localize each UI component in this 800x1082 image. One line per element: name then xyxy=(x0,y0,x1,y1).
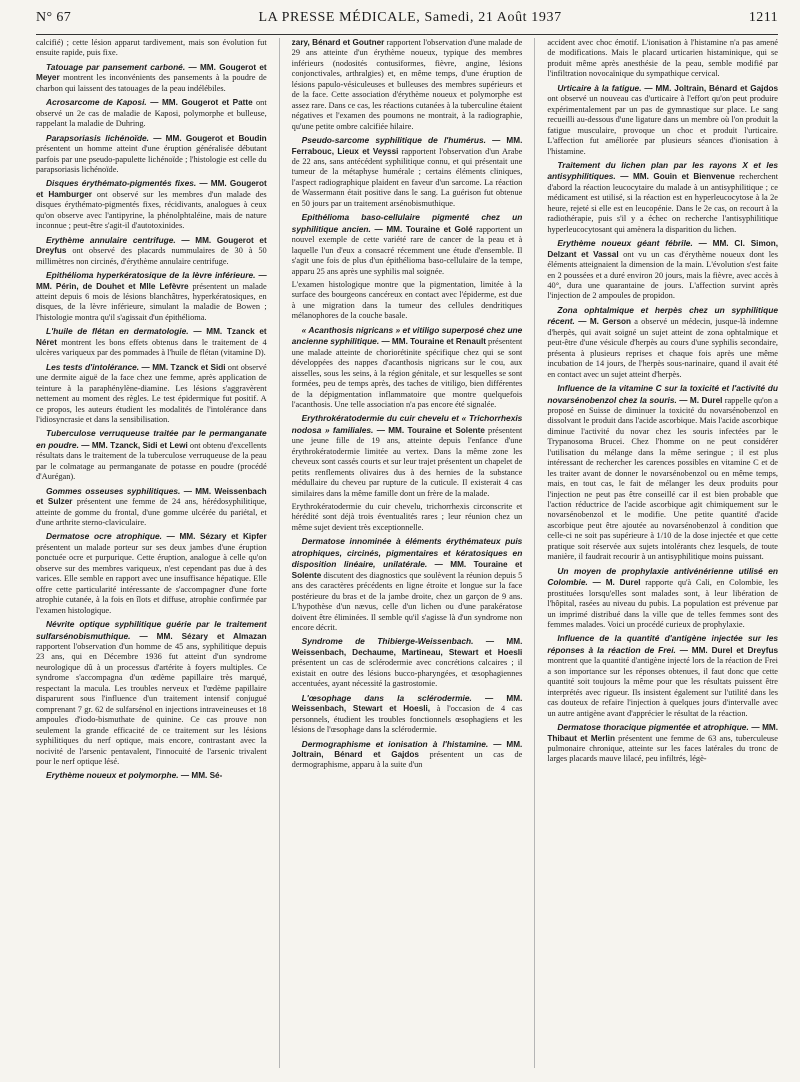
paragraph xyxy=(547,83,778,157)
entry-authors: — MM. Tzanck et Néret xyxy=(36,327,267,347)
entry-title: « Acanthosis nigricans » et vitiligo superposé chez une ancienne syphilitique. xyxy=(291,324,523,347)
entry-title: Dermatose thoracique pigmentée et atrophique. xyxy=(557,722,749,733)
paragraph xyxy=(36,770,267,781)
paragraph xyxy=(292,739,523,771)
paragraph xyxy=(36,619,267,767)
entry-body: accident avec choc émotif. L'ionisation à l'histamine n'a pas amené de modifications. Mais le placard urticarien histaminique, qui se produit même après anesthésie de la peau, semble modifié par l'infiltration novocaïnique du sympathique cervical. xyxy=(547,38,778,79)
entry-body: a observé un médecin, jusque-là indemne d'herpès, qui avait soigné un sujet atteint de zona ophtalmique et peut-être d'une vésicule d'herpès au cours d'une syphilis secondaire, présenta à plusieurs reprises et chaque fois après une même incubation de 14 jours, de l'herpès sous-narinaire, quand il avait été en contact avec un sujet atteint d'herpès. xyxy=(547,317,778,379)
entry-title: Pseudo-sarcome syphilitique de l'humérus. xyxy=(301,135,486,146)
journal-title: LA PRESSE MÉDICALE, Samedi, 21 Août 1937 xyxy=(258,10,562,25)
entry-authors: — M. Durel xyxy=(676,395,723,405)
entry-authors: — MM. Touraine et Golé xyxy=(370,224,473,234)
entry-authors: — MM. Sé- xyxy=(178,771,223,781)
entry-body: ont observé un 2e cas de maladie de Kaposi, polymorphe et bulleuse, rappelant la maladie de Duhring. xyxy=(36,98,267,129)
paragraph xyxy=(36,133,267,176)
entry-title: Gommes osseuses syphilitiques. xyxy=(46,485,181,496)
column-divider xyxy=(534,38,535,1068)
paragraph xyxy=(547,383,778,563)
entry-body: ont observé un nouveau cas d'urticaire à l'effort qu'on peut produire expérimentalement par un pas de gymnastique sur place. Le sang recueilli au-dessous d'une ligature dans un membre où l'on produit la fatigue musculaire, provoque un choc et produit l'urticaire. L'affection fut améliorée par plusieurs séances d'ionisation à l'histamine. xyxy=(547,94,778,156)
entry-title: Dermographisme et ionisation à l'histamine. xyxy=(301,738,489,749)
entry-body: montrent les inconvénients des pansements à la poudre de charbon qui laissent des tatouages de la peau indélébiles. xyxy=(36,73,267,93)
entry-title: Traitement du lichen plan par les rayons X et les antisyphilitiques. xyxy=(547,159,778,182)
paragraph xyxy=(547,566,778,631)
paragraph xyxy=(547,633,778,719)
paragraph xyxy=(36,97,267,129)
entry-body: rapportent l'observation d'une malade de 29 ans atteinte d'un érythème noueux, typique des membres inférieurs (nodosités contusiformes, fièvre, angine, lésions conjonctivales, arthralgies) et, en même temps, d'une éruption de lésions papulo-vésiculeuses et bulleuses des membres supérieurs et de la face. Cette association d'érythème noueux et polymorphe est assez rare. Dans ce cas, les réactions cutanées à la tuberculine étaient négatives et l'examen des poumons ne montrait, à la radiographie, qu'une petite ombre calcifiée hilaire. xyxy=(291,38,523,131)
entry-title: Erythème noueux et polymorphe. xyxy=(46,770,179,781)
entry-authors: — MM. Touraine et Renault xyxy=(379,337,486,347)
entry-body: recherchent d'abord la réaction leucocytaire du malade à un antisyphilitique ; ce médicament est utilisé, si la réaction est en hyperleucocytose à la 2e heure, rejeté si elle est en leucopénie. Dans le 2e cas, on recourt à la radiothérapie, puis s'il y a échec on recherche l'antisyphilitique hyperleucocytosant qui amènera la disparition du lichen. xyxy=(547,172,778,234)
entry-body: rappelle qu'on a proposé en Suisse de diminuer la toxicité du novarsénobenzol en dissolvant le produit dans l'acide ascorbique. Mais l'acide ascorbique diminue l'activité du novar chez les souris infectées par le Trypanosoma Brucei. Chez l'homme on ne peut considérer l'utilisation du mélange dans la même seringue ; il est plus intéressant de rechercher les carences possibles en vitamine C et de les traiter avant de donner le novarsénobenzol ou en même temps, mais, en tout cas, le fait de mélanger les deux produits pour l'injection ne peut pas être conseillé car il est bien probable que l'action réductrice de l'acide ascorbique agit chimiquement sur le novarsénobenzol et le modifie. Une petite quantité d'acide ascorbique peut être ajoutée au novarsénobenzol à condition que celle-ci ne soit pas supérieure à 1/10 de la dose injectée et que cette pratique soit réservée aux sujets intolérants chez lesquels, de toute manière, il faudrait recourir à un antisyphilitique moins puissant. xyxy=(547,395,778,562)
paragraph xyxy=(547,238,778,302)
entry-body: ont observé sur les membres d'un malade des disques érythémato-pigmentés fixes, récidivants, analogues à ceux qu'on observe avec l'antipyrine, la phénolphtaléine, mais de nature inconnue ; peut-être s'agit-il d'autotoxinides. xyxy=(36,189,267,231)
entry-authors: — MM. Gougerot et Meyer xyxy=(36,62,267,83)
entry-body: présentent un cas de sclérodermie avec concrétions calcaires ; il existait en outre des lésions bucco-pharyngées, et œsophagiennes accentuées, ayant nécessité la gastrostomie. xyxy=(291,658,523,689)
entry-authors: — MM. Gougerot et Patte xyxy=(146,98,253,108)
paragraph xyxy=(292,38,523,132)
entry-body: discutent des diagnostics que soulèvent la réunion depuis 5 ans des caractères précédents en ligne étroite et longue sur la face postérieure du bras et de la jambe droite, chez un garçon de 9 ans. L'hypothèse d'un nævus, celle d'un lichen ou d'une parakératose doivent être éliminées. Il semble qu'il s'agisse là d'un syndrome non encore décrit. xyxy=(291,570,523,633)
issue-number: N° 67 xyxy=(36,10,72,25)
entry-title: L'huile de flétan en dermatologie. xyxy=(46,326,189,337)
entry-body: L'examen histologique montre que la pigmentation, limitée à la surface des bourgeons cancéreux en contact avec l'épiderme, est due à une migration dans la tumeur des cellules dendritiques mélanophores de la couche basale. xyxy=(291,279,523,321)
paragraph xyxy=(36,326,267,358)
paragraph xyxy=(292,693,523,736)
entry-body: présentent une malade atteinte de choriorétinite spécifique chez qui se sont développées des nappes d'acanthosis nigricans sur le cou, aux aisselles, sous les seins, à la région génitale, et sur lesquelles se sont formées, peu de temps après, des taches de vitiligo, bien différentes de la dépigmentation inflammatoire que montre quelquefois l'acanthosis. Une telle association n'a pas encore été signalée. xyxy=(291,337,523,409)
entry-authors: — M. Gerson xyxy=(574,317,631,327)
entry-authors: — MM. Joltrain, Bénard et Gajdos xyxy=(291,739,523,759)
column-divider xyxy=(279,38,280,1068)
entry-title: Tuberculose verruqueuse traitée par le permanganate en poudre. xyxy=(36,428,267,450)
paragraph xyxy=(36,178,267,231)
paragraph xyxy=(36,235,267,267)
paragraph xyxy=(547,38,778,80)
entry-authors: — MM. Périn, de Douhet et Mlle Lefèvre xyxy=(36,271,267,291)
entry-body: montrent les bons effets obtenus dans le traitement de 4 ulcères variqueux par des pommades à l'huile de flétan (vitamine D). xyxy=(36,337,267,358)
paragraph xyxy=(292,135,523,209)
entry-title: L'œsophage dans la sclérodermie. xyxy=(301,692,472,703)
paragraph xyxy=(36,38,267,59)
paragraph xyxy=(36,362,267,426)
entry-authors: — MM. Gougerot et Boudin xyxy=(148,133,267,143)
entry-authors: — MM. Tzanck, Sidi et Lewi xyxy=(78,440,188,450)
entry-body: présentent un homme atteint d'une éruption généralisée débutant parfois par une pseudo-papulette lichénoïde ; l'histologie est celle du parapsoriasis lichénoïde. xyxy=(36,144,267,174)
entry-title: Syndrome de Thibierge-Weissenbach. xyxy=(301,636,474,647)
article-columns xyxy=(36,38,778,1068)
paragraph xyxy=(292,212,523,277)
entry-title: Les tests d'intolérance. xyxy=(46,361,140,372)
entry-body: ont obtenu d'excellents résultats dans le traitement de la tuberculose verruqueuse de la peau par le colmatage au permanganate de potasse en poudre (procédé d'Aurégan). xyxy=(36,440,267,482)
paragraph xyxy=(292,280,523,322)
entry-authors: — MM. Thibaut et Merlin xyxy=(547,723,778,743)
paragraph xyxy=(292,536,523,633)
entry-title: Influence de la vitamine C sur la toxicité et l'activité du novarsénobenzol chez la souris. xyxy=(547,383,778,405)
entry-body: rapporte qu'à Cali, en Colombie, les prostituées lorsqu'elles sont malades sont, à leur libération de l'hôpital, rasées au niveau du pubis. La population est prévenue par un imprimé distribué dans la ville que de telles femmes sont des femmes malades. Voici un procédé curieux de prophylaxie. xyxy=(547,578,778,630)
entry-title: Influence de la quantité d'antigène injectée sur les réponses à la réaction de Frei. xyxy=(547,633,778,655)
entry-body: Erythrokératodermie du cuir chevelu, trichorrhexis circonscrite et hérédité sont déjà trois éventualités rares ; leur réunion chez un même sujet devient très exceptionnelle. xyxy=(291,502,523,532)
entry-title: Zona ophtalmique et herpès chez un syphilitique récent. xyxy=(547,304,778,327)
entry-body: présentent un malade porteur sur ses deux jambes d'une éruption ponctuée ocre et purpurique. Cette éruption, analogue à celle qu'on observe sur des membres variqueux, n'est cependant pas due à des varices. Elle semble en rapport avec une insuffisance hépatique. Elle offre cette particularité intéressante de s'accompagner d'une forte atrophie cutanée, à la fois en îlots et diffuse, atrophie confirmée par l'examen histologique. xyxy=(36,542,267,615)
entry-body: rapportent un nouvel exemple de cette variété rare de cancer de la peau et à laquelle l'un d'eux a consacré récemment une étude d'ensemble. Il s'agit une fois de plus d'un épithélioma baso-cellulaire de la tempe, apparu 25 ans après une syphilis mal soignée. xyxy=(291,224,523,276)
entry-authors: — MM. Cl. Simon, Delzant et Vassal xyxy=(547,239,778,259)
entry-title: Epithélioma baso-cellulaire pigmenté chez un syphilitique ancien. xyxy=(291,212,523,234)
entry-title: Erythème annulaire centrifuge. xyxy=(46,234,176,245)
entry-body: ont observé une dermite aiguë de la face chez une femme, après application de teinture à la paraphénylène-diamine. Les lésions s'aggravèrent nettement au moment des règles. Le test épidermique fut positif. A ce propos, les auteurs étudient les modalités de l'intolérance dans l'idiosyncrasie et dans la sensibilisation. xyxy=(36,362,267,424)
entry-body: présentent un cas de dermographisme, apparu à la suite d'un xyxy=(291,750,523,770)
entry-authors: — MM. Tzanck et Sidi xyxy=(139,362,226,372)
entry-authors: — MM. Gouin et Bienvenue xyxy=(615,172,735,182)
paragraph xyxy=(36,270,267,323)
entry-title: Disques érythémato-pigmentés fixes. xyxy=(46,178,197,189)
entry-authors: — MM. Ferrabouc, Lieux et Veyssi xyxy=(291,136,523,156)
entry-body: ont observé des placards nummulaires de 30 à 50 millimètres non circinés, d'érythème annulaire centrifuge. xyxy=(36,246,267,266)
entry-title: Dermatose ocre atrophique. xyxy=(46,531,162,542)
entry-authors: — MM. Weissenbach et Sulzer xyxy=(36,486,267,507)
paragraph xyxy=(36,486,267,529)
paragraph xyxy=(292,636,523,689)
paragraph xyxy=(547,305,778,380)
entry-body: rapportent l'observation d'un Arabe de 22 ans, sans antécédent syphilitique connu, et qui présentait une tumeur de la métaphyse humérale ; certains éléments cliniques, l'aspect radiographique plaident en faveur d'un sarcome. La réaction de Wassermann était positive dans le sang. La guérison fut obtenue en 50 jours par un traitement arsénobismuthique. xyxy=(291,146,523,208)
entry-authors: — MM. Weissenbach, Stewart et Hoesli, xyxy=(291,693,523,714)
entry-title: Tatouage par pansement carboné. xyxy=(46,61,186,72)
entry-authors: — MM. Joltrain, Bénard et Gajdos xyxy=(641,83,778,93)
paragraph xyxy=(36,531,267,616)
paragraph xyxy=(547,160,778,235)
entry-body: à l'occasion de 4 cas personnels, étudient les troubles fonctionnels œsophagiens et les lésions de l'œsophage dans la sclérodermie. xyxy=(291,704,523,735)
entry-authors: zary, Bénard et Goutner xyxy=(291,38,385,47)
entry-authors: — MM. Sézary et Almazan xyxy=(130,631,267,641)
column-right xyxy=(547,38,778,1068)
entry-body: présentent une femme de 24 ans, hérédosyphilitique, atteinte de gomme du frontal, d'une gomme ulcérée du pariétal, et d'une arthrite sterno-claviculaire. xyxy=(36,497,267,528)
entry-title: Dermatose innominée à éléments érythémateux puis atrophiques, circinés, pigmentaires et kératosiques en disposition linéaire, unilatérale. xyxy=(291,536,523,570)
column-middle xyxy=(292,38,523,1068)
column-left xyxy=(36,38,267,1068)
paragraph xyxy=(292,325,523,411)
entry-title: Névrite optique syphilitique guérie par le traitement sulfarsénobismuthique. xyxy=(36,619,267,641)
paragraph xyxy=(547,722,778,765)
entry-title: Parapsoriasis lichénoïde. xyxy=(46,132,149,143)
entry-title: Urticaire à la fatigue. xyxy=(557,82,642,93)
entry-body: calcifié) ; cette lésion apparut tardivement, mais son évolution fut ensuite rapide, puis fixe. xyxy=(36,38,267,58)
entry-body: présentent une jeune fille de 19 ans, atteinte depuis l'enfance d'une érythrokératodermie limitée au vertex. Dans la même zone les cheveux sont cassés courts et sur leur trajet présentent un chapelet de petits renflements olivaires dus à des hernies de la substance médullaire du cheveu par rupture de la cuticule. Il existerait 4 cas similaires dans la même famille dont un frère de la malade. xyxy=(291,425,523,498)
entry-title: Un moyen de prophylaxie antivénérienne utilisé en Colombie. xyxy=(547,565,778,588)
entry-title: Acrosarcome de Kaposi. xyxy=(46,97,147,108)
entry-authors: — M. Durel xyxy=(587,578,641,588)
entry-body: ont vu un cas d'érythème noueux dont les éléments atteignaient la dimension de la main. L'évolution s'est faite en 2 poussées et a duré environ 20 jours, mais la fièvre, avec accès à 40°, dura une quarantaine de jours. L'affection survint après l'injection de 2 ampoules de propidon. xyxy=(547,249,778,301)
paragraph xyxy=(292,502,523,533)
entry-title: Erythrokératodermie du cuir chevelu et « Trichorrhexis nodosa » familiales. xyxy=(291,413,523,435)
entry-body: présentent une femme de 63 ans, tuberculeuse pulmonaire chronique, atteinte sur les faces latérales du tronc de larges placards mauve lilacé, peu infiltrés, légè- xyxy=(547,733,778,764)
entry-authors: — MM. Touraine et Solente xyxy=(373,425,485,435)
entry-authors: — MM. Touraine et Solente xyxy=(291,560,523,580)
paragraph xyxy=(36,428,267,482)
paragraph xyxy=(36,62,267,94)
entry-body: montrent que la quantité d'antigène injecté lors de la réaction de Frei a son importance sur les réponses obtenues, il faut donc que cette quantité soit toujours la même pour que les résultats puissent être interprétés avec rigueur. Ils insistent également sur l'utilité dans les cas douteux de refaire l'injection à quelques jours d'intervalle avec un autre antigène avant d'apprécier le résultat de la réaction. xyxy=(547,656,778,718)
entry-title: Erythème noueux géant fébrile. xyxy=(557,238,693,249)
entry-body: présentent un malade atteint depuis 6 mois de lésions blanchâtres, hyperkératosiques, en disques, de la lèvre inférieure, simulant la maladie de Bowen ; l'histologie montra qu'il s'agissait d'un épithélioma. xyxy=(36,281,267,322)
entry-authors: — MM. Sézary et Kipfer xyxy=(161,532,267,542)
header-rule xyxy=(36,34,778,35)
entry-authors: — MM. Durel et Dreyfus xyxy=(675,645,778,655)
masthead xyxy=(36,10,778,32)
entry-body: rapportent l'observation d'un homme de 45 ans, syphilitique depuis 23 ans, qui en Décembre 1936 fut atteint d'un syndrome neurologique dû à un processus d'artérite à foyers multiples. Ce syndrome s'accompagna d'un œdème papillaire très marqué, respectant la macula. Les troubles nerveux et l'œdème papillaire disparurent sous l'influence d'un traitement intensif conjugué comprenant 7 gr. 62 de sulfarsénol en injections intraveineuses et 18 ampoules d'iodo-bismuthate de quinine. Ce cas prouve non seulement la grande efficacité de ce traitement sur les lésions syphilitiques du nerf optique, mais encore, contrastant avec la nocivité de l'arsenic pentavalent, l'innocuité de l'arsenic trivalent pour le nerf optique lésé. xyxy=(36,642,267,766)
entry-title: Epithélioma hyperkératosique de la lèvre inférieure. xyxy=(46,270,256,281)
page-number: 1211 xyxy=(748,10,778,25)
entry-authors: — MM. Gougerot et Dreyfus xyxy=(36,235,267,256)
entry-authors: — MM. Weissenbach, Dechaume, Martineau, Stewart et Hoesli xyxy=(291,637,523,657)
paragraph xyxy=(292,413,523,499)
entry-authors: — MM. Gougerot et Hamburger xyxy=(36,179,267,199)
